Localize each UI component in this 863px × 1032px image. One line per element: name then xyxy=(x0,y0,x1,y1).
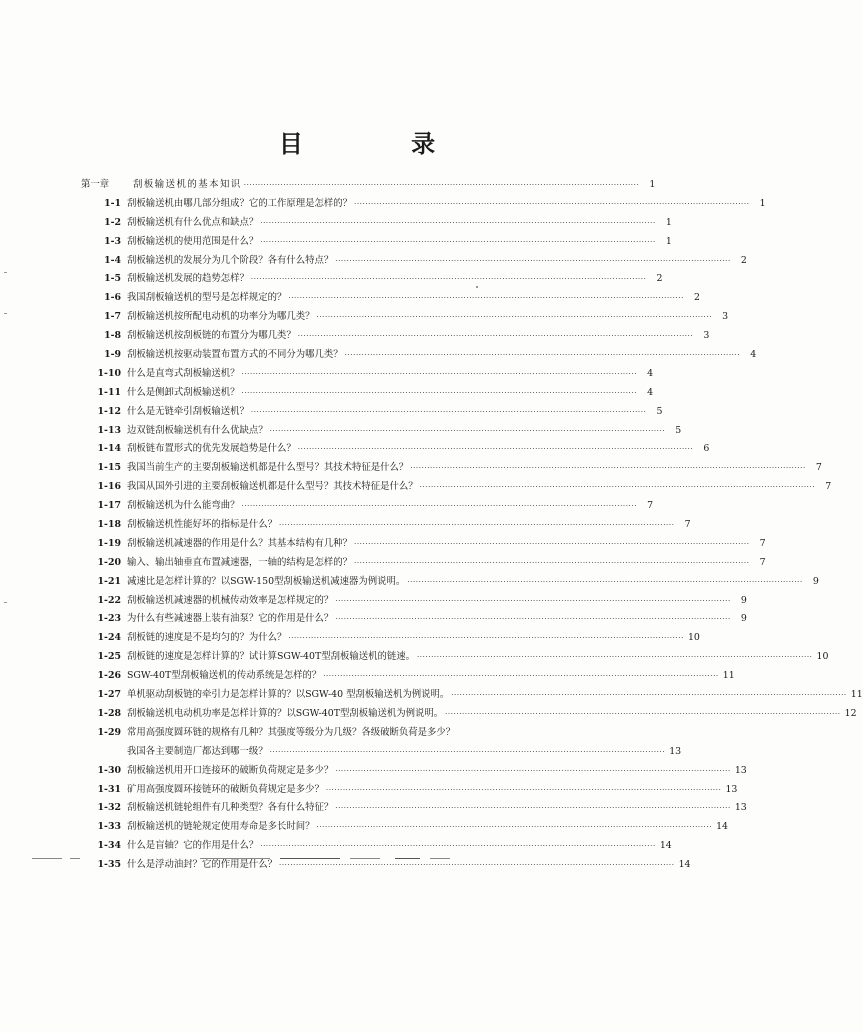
toc-entry-number: 1-25 xyxy=(97,651,121,663)
toc-page-number: 7 xyxy=(647,500,654,512)
toc-leader-dots: ············································································································································ xyxy=(451,691,847,700)
toc-chapter-row xyxy=(78,176,656,195)
scan-speck xyxy=(4,602,7,603)
toc-entry-row xyxy=(78,497,654,516)
toc-leader-dots: ············································································································································ xyxy=(325,785,722,794)
scan-speck xyxy=(476,286,478,288)
toc-page-number: 3 xyxy=(722,311,729,323)
toc-leader-dots: ············································································································································ xyxy=(241,369,638,378)
toc-page-number: 14 xyxy=(678,859,691,871)
toc-leader-dots: ············································································································································ xyxy=(260,842,656,851)
toc-entry-title: 我国当前生产的主要刮板输送机都是什么型号？其技术特征是什么？ xyxy=(127,462,409,474)
toc-entry-title: 刮板输送机按驱动装置布置方式的不同分为哪几类？ xyxy=(127,349,343,361)
toc-entry-row xyxy=(78,214,672,233)
scan-artifact-line xyxy=(32,858,62,859)
toc-entry-number: 1-6 xyxy=(104,292,121,304)
toc-leader-dots: ············································································································································ xyxy=(269,426,666,435)
toc-entry-row xyxy=(78,629,700,648)
toc-entry-title: 边双链刮板输送机有什么优缺点？ xyxy=(127,424,268,436)
toc-leader-dots: ············································································································································ xyxy=(260,237,656,246)
toc-entry-number: 1-14 xyxy=(97,443,121,455)
toc-entry-row xyxy=(78,837,672,856)
toc-leader-dots: ············································································································································ xyxy=(335,256,731,265)
toc-leader-dots: ············································································································································ xyxy=(316,823,713,832)
toc-entry-title: 单机驱动刮板链的牵引力是怎样计算的？以SGW-40 型刮板输送机为例说明。 xyxy=(127,689,450,701)
toc-entry-row xyxy=(78,327,710,346)
scan-artifact-line xyxy=(280,858,340,859)
toc-leader-dots: ············································································································································ xyxy=(354,199,750,208)
toc-entry-number: 1-29 xyxy=(97,726,121,738)
scan-artifact-line xyxy=(200,858,270,859)
toc-page-number: 4 xyxy=(750,349,757,361)
toc-entry-number: 1-4 xyxy=(104,254,121,266)
toc-leader-dots: ············································································································································ xyxy=(241,388,638,397)
toc-page-number: 10 xyxy=(687,632,700,644)
toc-entry-number: 1-23 xyxy=(97,613,121,625)
toc-entry-title: 刮板输送机的发展分为几个阶段？各有什么特点？ xyxy=(127,254,334,266)
toc-entry-title: 刮板输送机的链轮规定使用寿命是多长时间？ xyxy=(127,821,315,833)
toc-entry-row xyxy=(78,270,663,289)
toc-leader-dots: ············································································································································ xyxy=(410,464,806,473)
toc-leader-dots: ············································································································································ xyxy=(335,615,731,624)
toc-page-number: 1 xyxy=(665,216,672,228)
scan-speck xyxy=(4,313,7,314)
toc-entry-title: 常用高强度圆环链的规格有几种？其强度等级分为几级？各级破断负荷是多少？ xyxy=(127,726,456,738)
page-title: 目 录 xyxy=(278,129,486,158)
toc-entry-number: 1-9 xyxy=(104,349,121,361)
toc-page-number: 2 xyxy=(693,292,700,304)
toc-entry-title: 刮板输送机的使用范围是什么？ xyxy=(127,235,259,247)
toc-page-number: 7 xyxy=(815,462,822,474)
toc-entry-title: 刮板输送机电动机功率是怎样计算的？以SGW-40T型刮板输送机为例说明。 xyxy=(127,707,444,719)
toc-entry-row xyxy=(78,233,672,252)
toc-entry-number: 1-11 xyxy=(97,386,121,398)
toc-leader-dots: ············································································································································ xyxy=(344,351,741,360)
toc-entry-number: 1-19 xyxy=(97,537,121,549)
toc-entry-row xyxy=(78,384,654,403)
toc-entry-title: 刮板链的速度是不是均匀的？为什么？ xyxy=(127,632,287,644)
toc-entry-title: 刮板输送机为什么能弯曲？ xyxy=(127,500,240,512)
toc-page-number: 4 xyxy=(647,367,654,379)
toc-entry-title: SGW-40T型刮板输送机的传动系统是怎样的？ xyxy=(127,670,322,682)
toc-entry-title: 刮板输送机链轮组件有几种类型？各有什么特征？ xyxy=(127,802,334,814)
toc-entry-number: 1-27 xyxy=(97,689,121,701)
toc-entry-title: 刮板输送机有什么优点和缺点？ xyxy=(127,216,259,228)
toc-entry-row xyxy=(78,440,710,459)
toc-leader-dots: ············································································································································ xyxy=(250,407,647,416)
toc-entry-title: 什么是浮动油封？它的作用是什么？ xyxy=(127,859,278,871)
toc-page-number: 9 xyxy=(812,575,819,587)
toc-entry-row xyxy=(78,308,729,327)
toc-entry-number: 1-17 xyxy=(97,500,121,512)
toc-entry-title: 什么是盲轴？它的作用是什么？ xyxy=(127,840,259,852)
toc-entry-number: 1-28 xyxy=(97,707,121,719)
toc-page-number: 13 xyxy=(669,745,682,757)
toc-page-number: 3 xyxy=(703,330,710,342)
toc-page-number: 7 xyxy=(825,481,832,493)
toc-entry-number: 1-5 xyxy=(104,273,121,285)
toc-leader-dots: ············································································································································ xyxy=(323,672,719,681)
scan-artifact-line xyxy=(430,858,450,859)
toc-entry-row xyxy=(78,610,747,629)
toc-entry-title: 矿用高强度圆环接链环的破断负荷规定是多少？ xyxy=(127,783,324,795)
toc-entry-row xyxy=(78,799,747,818)
toc-page-number: 12 xyxy=(844,707,857,719)
toc-entry-title: 我国刮板输送机的型号是怎样规定的？ xyxy=(127,292,287,304)
toc-page-number: 7 xyxy=(684,519,691,531)
toc-leader-dots: ············································································································································ xyxy=(407,577,803,586)
toc-entry-number: 1-15 xyxy=(97,462,121,474)
toc-entry-title: 减速比是怎样计算的？以SGW-150型刮板输送机减速器为例说明。 xyxy=(127,575,406,587)
toc-entry-number: 1-21 xyxy=(97,575,121,587)
toc-entry-number: 1-10 xyxy=(97,367,121,379)
toc-entry-title: 刮板链的速度是怎样计算的？试计算SGW-40T型刮板输送机的链速。 xyxy=(127,651,415,663)
toc-page-number: 9 xyxy=(740,594,747,606)
toc-entry-row xyxy=(78,516,691,535)
toc-entry-title: 我国各主要制造厂都达到哪一级？ xyxy=(127,745,268,757)
toc-leader-dots: ············································································································································ xyxy=(288,634,684,643)
toc-leader-dots: ············································································································································ xyxy=(354,539,750,548)
toc-page-number: 10 xyxy=(816,651,829,663)
toc-entry-row xyxy=(78,252,747,271)
toc-entry-row xyxy=(78,648,829,667)
toc-entry-number: 1-3 xyxy=(104,235,121,247)
toc-page-number: 7 xyxy=(759,537,766,549)
toc-leader-dots: ············································································································································ xyxy=(260,218,656,227)
toc-entry-title: 什么是无链牵引刮板输送机？ xyxy=(127,405,249,417)
toc-entry-number: 1-32 xyxy=(97,802,121,814)
toc-page-number: 1 xyxy=(649,179,656,190)
toc-leader-dots: ············································································································································ xyxy=(297,332,694,341)
toc-entry-row xyxy=(78,195,766,214)
toc-entry-number: 1-22 xyxy=(97,594,121,606)
toc-entry-row xyxy=(78,459,822,478)
toc-entry-row xyxy=(78,535,766,554)
scan-artifact-line xyxy=(395,858,420,859)
toc-entry-row xyxy=(78,762,747,781)
toc-page-number: 13 xyxy=(734,764,747,776)
toc-entry-title: 刮板输送机用开口连接环的破断负荷规定是多少？ xyxy=(127,764,334,776)
toc-entry-number: 1-34 xyxy=(97,840,121,852)
toc-entry-number: 1-1 xyxy=(104,197,121,209)
toc-entry-title: 刮板输送机减速器的机械传动效率是怎样规定的？ xyxy=(127,594,334,606)
toc-page-number: 2 xyxy=(656,273,663,285)
toc-leader-dots: ············································································································································ xyxy=(297,445,694,454)
scan-artifact-line xyxy=(70,858,80,859)
toc-page-number: 5 xyxy=(675,424,682,436)
toc-entry-number: 1-7 xyxy=(104,311,121,323)
toc-entry-row xyxy=(78,346,757,365)
toc-entry-title: 刮板输送机按所配电动机的功率分为哪几类？ xyxy=(127,311,315,323)
toc-page-number: 13 xyxy=(734,802,747,814)
toc-leader-dots: ············································································································································ xyxy=(316,313,713,322)
toc-entry-number: 1-20 xyxy=(97,556,121,568)
toc-leader-dots: ············································································································································ xyxy=(335,596,731,605)
toc-entry-number: 1-12 xyxy=(97,405,121,417)
toc-entry-title: 我国从国外引进的主要刮板输送机都是什么型号？其技术特征是什么？ xyxy=(127,481,418,493)
toc-page-number: 9 xyxy=(740,613,747,625)
toc-entry-title: 刮板输送机性能好坏的指标是什么？ xyxy=(127,519,278,531)
toc-page-number: 6 xyxy=(703,443,710,455)
toc-entry-title: 刮板输送机减速器的作用是什么？其基本结构有几种？ xyxy=(127,537,353,549)
table-of-contents xyxy=(78,176,863,875)
toc-entry-row xyxy=(78,705,857,724)
toc-entry-row xyxy=(78,743,682,762)
toc-entry-row xyxy=(78,818,729,837)
toc-page-number: 1 xyxy=(759,197,766,209)
toc-entry-number: 1-13 xyxy=(97,424,121,436)
toc-entry-title: 刮板输送机的基本知识 xyxy=(133,179,242,190)
toc-page-number: 14 xyxy=(716,821,729,833)
toc-entry-row xyxy=(78,403,663,422)
toc-entry-number: 1-30 xyxy=(97,764,121,776)
toc-entry-title: 什么是直弯式刮板输送机？ xyxy=(127,367,240,379)
toc-entry-title: 刮板输送机由哪几部分组成？它的工作原理是怎样的？ xyxy=(127,197,353,209)
toc-entry-number: 1-18 xyxy=(97,519,121,531)
toc-entry-number: 1-16 xyxy=(97,481,121,493)
toc-entry-row xyxy=(78,554,766,573)
toc-entry-row xyxy=(78,781,738,800)
toc-leader-dots: ············································································································································ xyxy=(354,558,750,567)
toc-entry-row xyxy=(78,422,682,441)
toc-leader-dots: ············································································································································ xyxy=(279,521,675,530)
toc-leader-dots: ············································································································································ xyxy=(445,709,841,718)
toc-entry-title: 什么是侧卸式刮板输送机？ xyxy=(127,386,240,398)
toc-leader-dots: ············································································································································ xyxy=(269,747,666,756)
toc-entry-row xyxy=(78,573,819,592)
toc-entry-title: 刮板输送机按刮板链的布置分为哪几类？ xyxy=(127,330,296,342)
toc-entry-title: 刮板输送机发展的趋势怎样？ xyxy=(127,273,249,285)
toc-leader-dots: ············································································································································ xyxy=(416,653,813,662)
toc-page-number: 5 xyxy=(656,405,663,417)
toc-entry-number: 第一章 xyxy=(81,179,110,190)
toc-page-number: 13 xyxy=(725,783,738,795)
toc-leader-dots: ············································································································································ xyxy=(288,294,684,303)
scan-artifact-line xyxy=(350,858,380,859)
scan-speck xyxy=(4,272,7,273)
toc-entry-number: 1-8 xyxy=(104,330,121,342)
toc-entry-number: 1-2 xyxy=(104,216,121,228)
toc-entry-row xyxy=(78,478,832,497)
toc-leader-dots: ············································································································································ xyxy=(241,502,638,511)
toc-entry-row xyxy=(78,592,747,611)
toc-page-number: 14 xyxy=(659,840,672,852)
toc-leader-dots: ············································································································································ xyxy=(335,804,731,813)
toc-leader-dots: ············································································································································ xyxy=(243,181,640,189)
toc-page-number: 7 xyxy=(759,556,766,568)
toc-entry-row xyxy=(78,365,654,384)
toc-entry-number: 1-24 xyxy=(97,632,121,644)
toc-entry-number: 1-33 xyxy=(97,821,121,833)
toc-entry-title: 刮板链布置形式的优先发展趋势是什么？ xyxy=(127,443,296,455)
toc-entry-number: 1-31 xyxy=(97,783,121,795)
toc-entry-row xyxy=(78,686,863,705)
toc-leader-dots: ············································································································································ xyxy=(279,861,675,870)
toc-entry-row xyxy=(78,289,700,308)
toc-entry-number: 1-26 xyxy=(97,670,121,682)
toc-page-number: 11 xyxy=(722,670,735,682)
toc-page-number: 4 xyxy=(647,386,654,398)
toc-entry-title: 为什么有些减速器上装有油泵？它的作用是什么？ xyxy=(127,613,334,625)
toc-page-number: 1 xyxy=(665,235,672,247)
toc-entry-row xyxy=(78,724,550,743)
toc-page-number: 2 xyxy=(740,254,747,266)
toc-entry-row xyxy=(78,667,735,686)
toc-leader-dots: ············································································································································ xyxy=(335,766,731,775)
toc-entry-number: 1-35 xyxy=(97,859,121,871)
toc-page-number: 11 xyxy=(850,689,863,701)
toc-entry-title: 输入、输出轴垂直布置减速器，一轴的结构是怎样的？ xyxy=(127,556,353,568)
toc-leader-dots: ············································································································································ xyxy=(419,483,816,492)
toc-leader-dots: ············································································································································ xyxy=(250,275,647,284)
